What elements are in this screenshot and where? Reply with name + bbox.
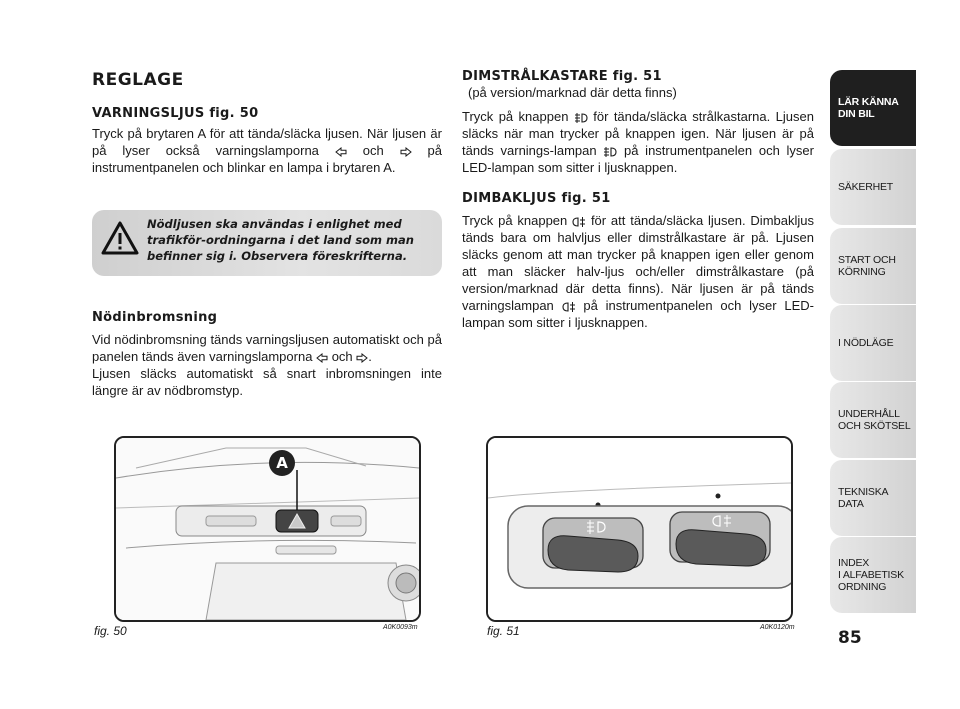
figure-51: [486, 436, 793, 622]
emergency-braking-paragraph: Vid nödinbromsning tänds varningsljusen automatiskt och på panelen tänds även varningslamporna och . Ljusen släcks automatiskt så snart inbromsningen inte längre är av nödbromstyp.: [92, 332, 442, 398]
warning-text: Nödljusen ska användas i enlighet med trafikför-ordningarna i det land som man befinner sig i. Observera föreskrifterna.: [147, 217, 414, 263]
rear-fog-light-icon: [562, 301, 576, 313]
page-title: REGLAGE: [92, 70, 184, 90]
fig50-caption: fig. 50: [94, 624, 127, 638]
front-fog-light-icon: [603, 146, 617, 158]
front-fog-note: (på version/marknad där detta finns): [468, 85, 677, 100]
tab-underhall-och-skotsel[interactable]: UNDERHÅLL OCH SKÖTSEL: [830, 382, 916, 458]
fog-switch-illustration: [488, 438, 791, 620]
fig50-code: A0K0093m: [383, 624, 418, 631]
turn-signal-left-icon: [335, 147, 347, 157]
emergency-braking-heading: Nödinbromsning: [92, 310, 218, 325]
page-number: 85: [838, 628, 862, 648]
warning-triangle-icon: [100, 220, 140, 256]
turn-signal-right-icon: [400, 147, 412, 157]
rear-fog-light-icon: [572, 216, 586, 228]
tab-i-nodlage[interactable]: I NÖDLÄGE: [830, 305, 916, 381]
hazard-lights-paragraph: Tryck på brytaren A för att tända/släcka ljusen. När ljusen är på lyser också varningslamporna och på instrumentpanelen och blinkar en lampa i brytaren A.: [92, 126, 442, 175]
turn-signal-right-icon: [356, 353, 368, 363]
front-fog-paragraph: Tryck på knappen för tända/släcka strålkastarna. Ljusen släcks när man trycker på knappen igen. När ljusen är på tänds varnings-lampan på instrumentpanelen och lyser LED-lampan som sitter i ljusknappen.: [462, 109, 814, 175]
rear-fog-paragraph: Tryck på knappen för att tända/släcka ljusen. Dimbakljus tänds bara om halvljus eller dimstrålkastare är på. Ljusen släcks genom att man trycker på knappen igen eller genom att man släcker halv-ljus och/eller dimstrålkastare (på version/marknad där detta finns). När ljusen är på tänds varningslampan på instrumentpanelen och lyser LED-lampan som sitter i ljusknappen.: [462, 213, 814, 330]
figure-50: [114, 436, 421, 622]
front-fog-heading: DIMSTRÅLKASTARE fig. 51: [462, 69, 662, 84]
fig51-code: A0K0120m: [760, 624, 795, 631]
front-fog-light-icon: [574, 112, 588, 124]
fig51-caption: fig. 51: [487, 624, 520, 638]
hazard-lights-heading: VARNINGSLJUS fig. 50: [92, 106, 259, 121]
rear-fog-heading: DIMBAKLJUS fig. 51: [462, 191, 611, 206]
callout-marker-a: A: [269, 450, 295, 476]
tab-tekniska-data[interactable]: TEKNISKA DATA: [830, 460, 916, 536]
tab-lar-kanna-din-bil[interactable]: LÄR KÄNNA DIN BIL: [830, 70, 916, 146]
tab-index[interactable]: INDEX I ALFABETISK ORDNING: [830, 537, 916, 613]
tab-start-och-korning[interactable]: START OCH KÖRNING: [830, 228, 916, 304]
dashboard-illustration: [116, 438, 419, 620]
tab-sakerhet[interactable]: SÄKERHET: [830, 149, 916, 225]
turn-signal-left-icon: [316, 353, 328, 363]
